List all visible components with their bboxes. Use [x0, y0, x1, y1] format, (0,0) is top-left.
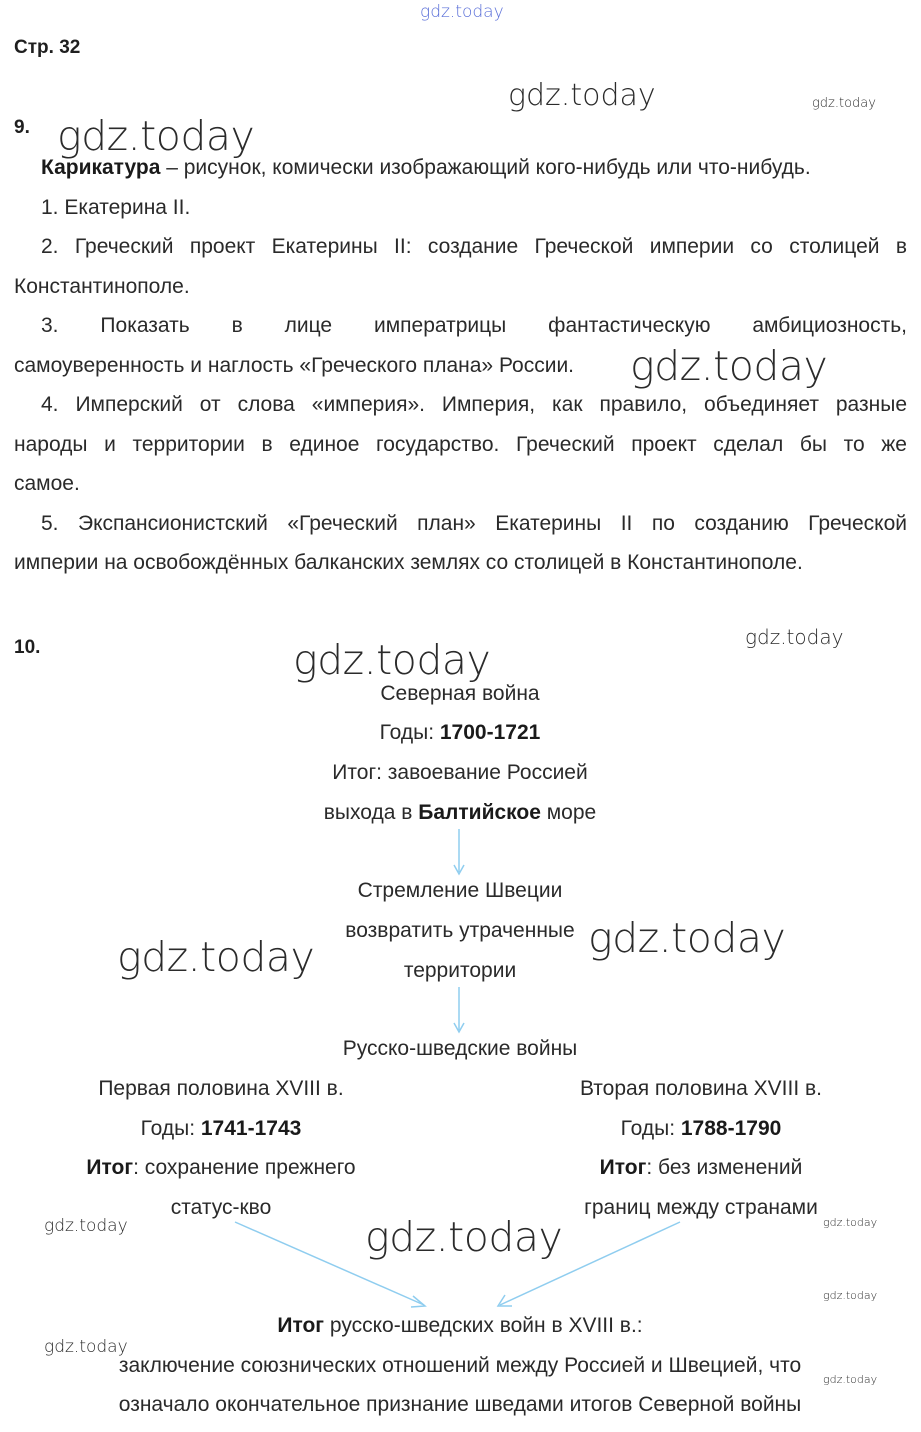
result-text: : сохранение прежнего	[133, 1156, 356, 1179]
years-label: Годы:	[620, 1117, 681, 1140]
watermark: gdz.today	[823, 1373, 878, 1386]
final-result-line-2: означало окончательное признание шведами итогов Северной войны	[118, 1393, 802, 1416]
answer-4-line-3: самое.	[14, 472, 80, 495]
task-number-9: 9.	[14, 117, 30, 138]
final-result-line-1: заключение союзнических отношений между Россией и Швецией, что	[118, 1354, 802, 1377]
sweden-line-2: возвратить утраченные	[345, 919, 575, 942]
answer-1: 1. Екатерина II.	[41, 195, 191, 219]
years-label: Годы:	[379, 721, 440, 744]
answer-4-line-1: 4. Имперский от слова «империя». Империя, как правило, объединяет разные	[41, 393, 907, 416]
watermark: gdz.today	[293, 636, 491, 684]
years-value: 1788-1790	[680, 1117, 782, 1140]
left-period-result-line-2: статус-кво	[170, 1196, 272, 1219]
watermark: gdz.today	[57, 112, 255, 160]
result-label: Итог	[86, 1156, 134, 1179]
result-text: : без изменений	[646, 1156, 803, 1179]
watermark: gdz.today	[745, 625, 844, 649]
watermark-top: gdz.today	[420, 2, 504, 22]
watermark: gdz.today	[630, 342, 828, 390]
answer-5-line-1: 5. Экспансионистский «Греческий план» Екатерины II по созданию Греческой	[41, 511, 907, 535]
watermark: gdz.today	[365, 1213, 563, 1261]
watermark: gdz.today	[823, 1216, 878, 1229]
watermark: gdz.today	[588, 914, 786, 962]
watermark: gdz.today	[44, 1337, 128, 1357]
arrow-right-to-final	[500, 1222, 680, 1305]
north-war-title: Северная война	[380, 682, 540, 705]
text: море	[540, 801, 597, 824]
page-label: Стр. 32	[14, 37, 81, 58]
watermark: gdz.today	[823, 1289, 878, 1302]
text-bold: Балтийское	[418, 801, 541, 824]
years-label: Годы:	[140, 1117, 201, 1140]
task-number-10: 10.	[14, 637, 41, 658]
definition-term: Карикатура	[41, 156, 161, 179]
north-war-result-line-1: Итог: завоевание Россией	[332, 761, 588, 784]
final-title-text: русско-шведских войн в XVIII в.:	[324, 1314, 643, 1337]
arrowhead	[411, 1296, 425, 1307]
answer-3-line-2: самоуверенность и наглость «Греческого плана» России.	[14, 353, 575, 377]
answer-3-line-1: 3. Показать в лице императрицы фантастическую амбициозность,	[41, 314, 907, 337]
arrow-left-to-final	[235, 1222, 424, 1305]
left-period-title: Первая половина XVIII в.	[98, 1077, 344, 1100]
sweden-line-1: Стремление Швеции	[357, 879, 563, 902]
watermark: gdz.today	[508, 78, 656, 113]
right-period-title: Вторая половина XVIII в.	[579, 1077, 823, 1100]
right-period-result-line-2: границ между странами	[584, 1196, 818, 1219]
answer-2-line-2: Константинополе.	[14, 274, 190, 298]
answer-2-line-1: 2. Греческий проект Екатерины II: создание Греческой империи со столицей в	[41, 235, 907, 258]
answer-5-line-2: империи на освобождённых балканских землях со столицей в Константинополе.	[14, 551, 803, 574]
years-value: 1700-1721	[439, 721, 541, 744]
definition-text: – рисунок, комически изображающий кого-нибудь или что-нибудь.	[160, 156, 811, 179]
watermark: gdz.today	[812, 96, 876, 111]
result-label: Итог	[599, 1156, 647, 1179]
watermark: gdz.today	[117, 933, 315, 981]
text: выхода в	[323, 801, 419, 824]
final-label: Итог	[277, 1314, 325, 1337]
sweden-line-3: территории	[403, 959, 517, 982]
years-value: 1741-1743	[200, 1117, 302, 1140]
wars-title: Русско-шведские войны	[342, 1037, 578, 1060]
answer-4-line-2: народы и территории в единое государство. Греческий проект сделал бы то же	[14, 432, 907, 456]
watermark: gdz.today	[44, 1216, 128, 1236]
